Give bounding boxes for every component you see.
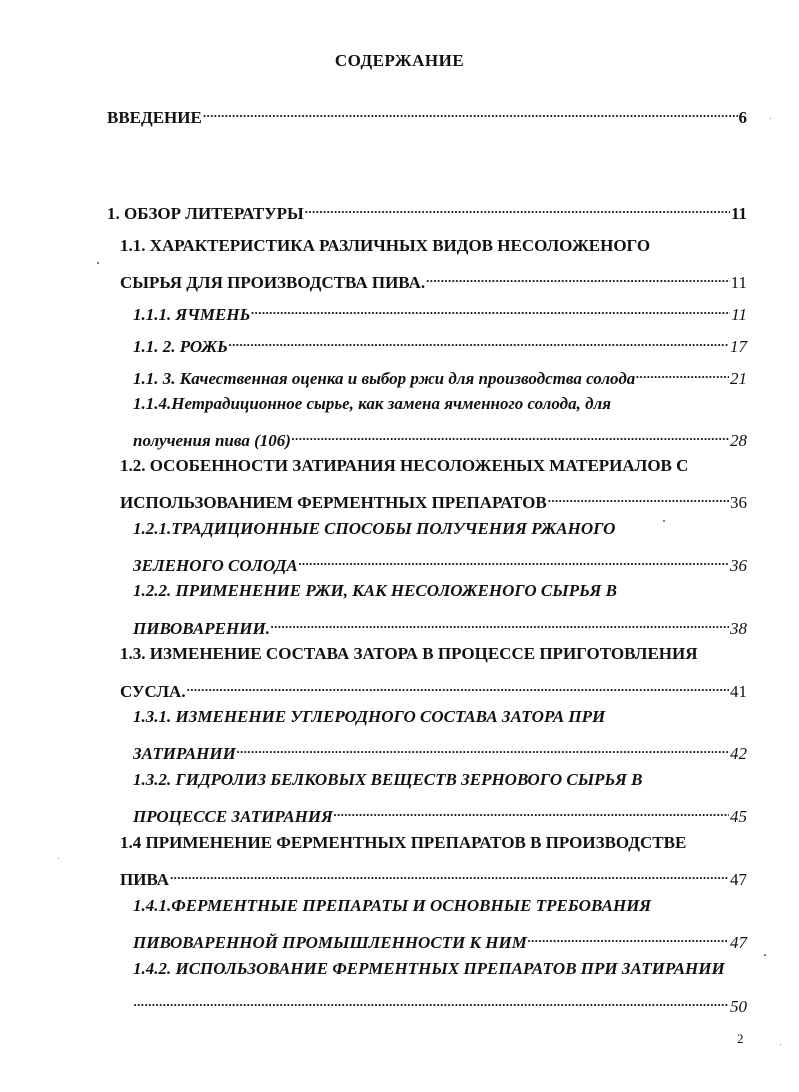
- toc-entry-1-1[interactable]: [120, 266, 747, 294]
- scan-speck: [58, 858, 59, 859]
- toc-entry-title: СУСЛА.: [120, 682, 186, 701]
- toc-entry-1-3-1-line1[interactable]: 1.3.1. ИЗМЕНЕНИЕ УГЛЕРОДНОГО СОСТАВА ЗАТОРА ПРИ: [133, 707, 606, 726]
- toc-entry-page: 21: [730, 369, 747, 388]
- toc-leader-dots: [305, 197, 730, 219]
- toc-entry-page: 11: [731, 305, 747, 324]
- toc-entry-introduction[interactable]: [107, 101, 747, 129]
- toc-entry-page: 50: [730, 997, 747, 1016]
- toc-entry-1-2-2-line1[interactable]: 1.2.2. ПРИМЕНЕНИЕ РЖИ, КАК НЕСОЛОЖЕНОГО СЫРЬЯ В: [133, 581, 617, 600]
- toc-entry-1-3[interactable]: [120, 675, 747, 703]
- toc-entry-1-2-1[interactable]: [133, 549, 747, 577]
- toc-entry-1-1-2[interactable]: [133, 330, 747, 358]
- toc-entry-1-4-1[interactable]: [133, 926, 747, 954]
- toc-entry-page: 6: [738, 108, 747, 127]
- toc-entry-page: 41: [730, 682, 747, 701]
- page-title: СОДЕРЖАНИЕ: [334, 51, 465, 70]
- toc-entry-page: 36: [730, 556, 747, 575]
- toc-entry-title: 1.1.1. ЯЧМЕНЬ: [133, 305, 251, 324]
- scan-speck: [770, 118, 771, 119]
- toc-entry-1-3-2-line1[interactable]: 1.3.2. ГИДРОЛИЗ БЕЛКОВЫХ ВЕЩЕСТВ ЗЕРНОВОГО СЫРЬЯ В: [133, 770, 643, 789]
- toc-leader-dots: [636, 362, 729, 384]
- toc-entry-title: 1.1. 2. РОЖЬ: [133, 337, 228, 356]
- toc-leader-dots: [528, 926, 729, 948]
- toc-leader-dots: [548, 486, 729, 508]
- toc-leader-dots: [237, 737, 729, 759]
- toc-entry-1-2-1-line1[interactable]: 1.2.1.ТРАДИЦИОННЫЕ СПОСОБЫ ПОЛУЧЕНИЯ РЖАНОГО: [133, 519, 616, 538]
- page-number: 2: [737, 1031, 744, 1046]
- toc-entry-page: 45: [730, 807, 747, 826]
- toc-entry-title: ПИВОВАРЕННОЙ ПРОМЫШЛЕННОСТИ К НИМ: [133, 933, 527, 952]
- toc-entry-1-4-2[interactable]: [133, 990, 747, 1018]
- toc-leader-dots: [292, 424, 729, 446]
- toc-leader-dots: [271, 612, 729, 634]
- scan-speck: [97, 262, 99, 264]
- toc-entry-title: ПИВА: [120, 870, 169, 889]
- toc-entry-page: 17: [730, 337, 747, 356]
- toc-entry-page: 42: [730, 744, 747, 763]
- toc-entry-title: ЗЕЛЕНОГО СОЛОДА: [133, 556, 298, 575]
- toc-entry-page: 11: [730, 273, 747, 292]
- toc-entry-1-2[interactable]: [120, 486, 747, 514]
- toc-entry-page: 47: [730, 870, 747, 889]
- toc-entry-page: 11: [730, 204, 747, 223]
- toc-entry-title: 1.1. 3. Качественная оценка и выбор ржи для производства солода: [133, 369, 636, 388]
- toc-entry-title: 1. ОБЗОР ЛИТЕРАТУРЫ: [107, 204, 304, 223]
- toc-entry-page: 38: [730, 619, 747, 638]
- toc-leader-dots: [187, 675, 729, 697]
- toc-entry-1-4[interactable]: [120, 863, 747, 891]
- toc-entry-1-1-line1[interactable]: 1.1. ХАРАКТЕРИСТИКА РАЗЛИЧНЫХ ВИДОВ НЕСОЛОЖЕНОГО: [120, 236, 651, 255]
- toc-leader-dots: [170, 863, 729, 885]
- toc-entry-title: ИСПОЛЬЗОВАНИЕМ ФЕРМЕНТНЫХ ПРЕПАРАТОВ: [120, 493, 547, 512]
- toc-leader-dots: [203, 101, 738, 123]
- toc-leader-dots: [134, 990, 729, 1012]
- toc-entry-1-4-2-line1[interactable]: 1.4.2. ИСПОЛЬЗОВАНИЕ ФЕРМЕНТНЫХ ПРЕПАРАТОВ ПРИ ЗАТИРАНИИ: [133, 959, 725, 978]
- toc-entry-1-2-2[interactable]: [133, 612, 747, 640]
- toc-entry-page: 36: [730, 493, 747, 512]
- toc-entry-1-2-line1[interactable]: 1.2. ОСОБЕННОСТИ ЗАТИРАНИЯ НЕСОЛОЖЕНЫХ МАТЕРИАЛОВ С: [120, 456, 689, 475]
- toc-entry-literature-review[interactable]: [107, 197, 747, 225]
- toc-leader-dots: [229, 330, 729, 352]
- toc-entry-title: ПИВОВАРЕНИИ.: [133, 619, 270, 638]
- toc-entry-page: 47: [730, 933, 747, 952]
- scan-speck: [663, 520, 665, 522]
- toc-leader-dots: [426, 266, 730, 288]
- toc-entry-title: ПРОЦЕССЕ ЗАТИРАНИЯ: [133, 807, 333, 826]
- toc-entry-1-1-4-line1[interactable]: 1.1.4.Нетрадиционное сырье, как замена ячменного солода, для: [133, 394, 612, 413]
- toc-entry-1-1-3[interactable]: [133, 362, 747, 390]
- toc-entry-1-3-2[interactable]: [133, 800, 747, 828]
- scan-speck: [780, 1044, 781, 1045]
- toc-entry-title: СЫРЬЯ ДЛЯ ПРОИЗВОДСТВА ПИВА.: [120, 273, 426, 292]
- toc-entry-1-1-1[interactable]: [133, 298, 747, 326]
- toc-entry-1-4-line1[interactable]: 1.4 ПРИМЕНЕНИЕ ФЕРМЕНТНЫХ ПРЕПАРАТОВ В ПРОИЗВОДСТВЕ: [120, 833, 687, 852]
- toc-leader-dots: [334, 800, 729, 822]
- toc-entry-1-3-1[interactable]: [133, 737, 747, 765]
- scan-speck: [764, 954, 766, 956]
- toc-entry-title: ЗАТИРАНИИ: [133, 744, 236, 763]
- toc-leader-dots: [299, 549, 729, 571]
- toc-entry-1-3-line1[interactable]: 1.3. ИЗМЕНЕНИЕ СОСТАВА ЗАТОРА В ПРОЦЕССЕ ПРИГОТОВЛЕНИЯ: [120, 644, 698, 663]
- toc-entry-title: ВВЕДЕНИЕ: [107, 108, 202, 127]
- toc-entry-title: получения пива (106): [133, 431, 291, 450]
- toc-entry-page: 28: [730, 431, 747, 450]
- toc-leader-dots: [251, 298, 730, 320]
- toc-entry-1-4-1-line1[interactable]: 1.4.1.ФЕРМЕНТНЫЕ ПРЕПАРАТЫ И ОСНОВНЫЕ ТРЕБОВАНИЯ: [133, 896, 652, 915]
- toc-entry-1-1-4[interactable]: [133, 424, 747, 452]
